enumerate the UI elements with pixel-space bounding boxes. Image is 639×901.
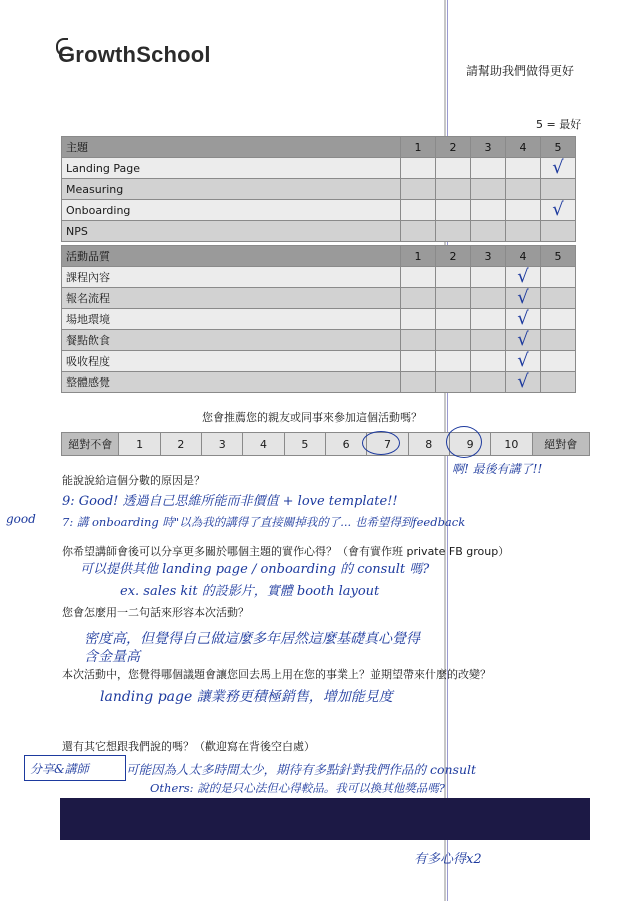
row-label: NPS	[62, 221, 401, 242]
rating-cell[interactable]	[401, 372, 436, 393]
table-header-label: 活動品質	[62, 246, 401, 267]
column-header: 4	[506, 137, 541, 158]
rating-cell[interactable]	[541, 372, 576, 393]
handwritten-other-tag: 分享&講師	[30, 762, 89, 776]
question-reason: 能說說給這個分數的原因是？	[62, 474, 205, 487]
rating-cell[interactable]	[436, 221, 471, 242]
table-row	[62, 309, 576, 330]
handwritten-share-2: ex. sales kit 的設影片，實體 booth layout	[120, 584, 380, 599]
rating-cell[interactable]	[471, 267, 506, 288]
check-mark[interactable]: √	[506, 267, 541, 288]
rating-cell[interactable]	[436, 288, 471, 309]
handwritten-margin-note: good	[6, 512, 36, 526]
rating-cell[interactable]	[436, 372, 471, 393]
rating-cell[interactable]	[401, 267, 436, 288]
rating-cell[interactable]	[436, 309, 471, 330]
topics-rating-table	[61, 136, 576, 242]
rating-cell[interactable]	[541, 351, 576, 372]
scale-option[interactable]: 7	[367, 433, 408, 455]
column-header: 4	[506, 246, 541, 267]
question-other: 還有其它想跟我們說的嗎？（歡迎寫在背後空白處）	[62, 740, 315, 753]
table-row	[62, 267, 576, 288]
handwritten-bottom-note: 有多心得x2	[414, 852, 482, 867]
rating-cell[interactable]	[471, 330, 506, 351]
question-apply: 本次活動中，您覺得哪個議題會讓您回去馬上用在您的事業上？並期望帶來什麼的改變？	[62, 668, 491, 681]
rating-cell[interactable]	[541, 288, 576, 309]
column-header: 5	[541, 137, 576, 158]
table-row	[62, 200, 576, 221]
rating-cell[interactable]	[401, 288, 436, 309]
scale-option[interactable]: 5	[285, 433, 326, 455]
scale-low-label: 絕對不會	[62, 433, 119, 455]
handwritten-share-1: 可以提供其他 landing page / onboarding 的 consult 嗎?	[80, 562, 430, 577]
scale-option[interactable]: 1	[119, 433, 160, 455]
scale-high-label: 絕對會	[533, 433, 589, 455]
rating-cell[interactable]	[506, 179, 541, 200]
rating-cell[interactable]	[471, 200, 506, 221]
score-7-circle	[362, 431, 400, 455]
row-label: 吸收程度	[62, 351, 401, 372]
handwritten-reason-1: 9: Good! 透過自己思維所能而非價值 + love template!!	[62, 494, 398, 509]
rating-cell[interactable]	[471, 158, 506, 179]
column-header: 5	[541, 246, 576, 267]
check-mark[interactable]: √	[506, 351, 541, 372]
rating-cell[interactable]	[436, 267, 471, 288]
rating-cell[interactable]	[471, 309, 506, 330]
table-row	[62, 330, 576, 351]
table-row	[62, 288, 576, 309]
table-row	[62, 372, 576, 393]
rating-cell[interactable]	[541, 267, 576, 288]
row-label: 報名流程	[62, 288, 401, 309]
table-header-row	[62, 246, 576, 267]
handwritten-describe-2: 含金量高	[84, 649, 140, 665]
handwritten-other-1: 可能因為人太多時間太少，期待有多點針對我們作品的 consult	[126, 762, 477, 777]
scale-option[interactable]: 2	[161, 433, 202, 455]
rating-cell[interactable]	[541, 309, 576, 330]
rating-cell[interactable]	[436, 158, 471, 179]
row-label: 課程內容	[62, 267, 401, 288]
rating-cell[interactable]	[471, 351, 506, 372]
column-header: 1	[401, 137, 436, 158]
column-header: 2	[436, 137, 471, 158]
form-subtitle: 請幫助我們做得更好	[466, 64, 575, 78]
row-label: Measuring	[62, 179, 401, 200]
check-mark[interactable]: √	[541, 158, 576, 179]
table-header-label: 主題	[62, 137, 401, 158]
rating-cell[interactable]	[471, 179, 506, 200]
rating-cell[interactable]	[401, 309, 436, 330]
question-share: 你希望講師會後可以分享更多關於哪個主題的實作心得？（會有實作班 private FB group）	[62, 545, 510, 558]
rating-cell[interactable]	[541, 330, 576, 351]
footer-bar	[60, 798, 590, 840]
row-label: 餐點飲食	[62, 330, 401, 351]
check-mark[interactable]: √	[506, 330, 541, 351]
score-note: 啊! 最後有講了!!	[452, 462, 543, 476]
check-mark[interactable]: √	[506, 309, 541, 330]
handwritten-reason-2: 7: 講 onboarding 時"以為我的講得了直接關掉我的了... 也希望得到feedback	[62, 515, 466, 529]
question-describe: 您會怎麼用一二句話來形容本次活動？	[62, 606, 249, 619]
row-label: 場地環境	[62, 309, 401, 330]
check-mark[interactable]: √	[506, 372, 541, 393]
table-row	[62, 179, 576, 200]
row-label: Onboarding	[62, 200, 401, 221]
rating-cell[interactable]	[436, 330, 471, 351]
check-mark[interactable]	[541, 179, 576, 200]
column-header: 3	[471, 246, 506, 267]
rating-cell[interactable]	[436, 179, 471, 200]
check-mark[interactable]: √	[541, 200, 576, 221]
rating-cell[interactable]	[471, 221, 506, 242]
table-header-row	[62, 137, 576, 158]
handwritten-apply: landing page 讓業務更積極銷售，增加能見度	[100, 689, 393, 705]
rating-cell[interactable]	[401, 158, 436, 179]
rating-cell[interactable]	[436, 200, 471, 221]
column-header: 1	[401, 246, 436, 267]
rating-cell[interactable]	[506, 200, 541, 221]
column-header: 2	[436, 246, 471, 267]
rating-cell[interactable]	[471, 288, 506, 309]
rating-cell[interactable]	[506, 158, 541, 179]
rating-cell[interactable]	[401, 200, 436, 221]
rating-cell[interactable]	[401, 221, 436, 242]
score-9-circle	[446, 426, 482, 458]
table-row	[62, 221, 576, 242]
rating-cell[interactable]	[401, 179, 436, 200]
check-mark[interactable]	[541, 221, 576, 242]
rating-cell[interactable]	[506, 221, 541, 242]
rating-cell[interactable]	[471, 372, 506, 393]
recommend-scale	[61, 432, 590, 456]
recommend-question: 您會推薦您的親友或同事來參加這個活動嗎？	[202, 411, 422, 424]
handwritten-describe-1: 密度高，但覺得自己做這麼多年居然這麼基礎真心覺得	[84, 631, 420, 647]
handwritten-other-2: Others: 說的是只心法但心得較品。我可以換其他獎品嗎?	[150, 781, 445, 795]
check-mark[interactable]: √	[506, 288, 541, 309]
rating-cell[interactable]	[436, 351, 471, 372]
rating-legend: 5 = 最好	[536, 118, 582, 131]
scale-option[interactable]: 9	[450, 433, 491, 455]
brand-logo: GrowthSchool	[58, 42, 211, 67]
scale-option[interactable]: 10	[491, 433, 532, 455]
table-row	[62, 351, 576, 372]
rating-cell[interactable]	[401, 351, 436, 372]
row-label: Landing Page	[62, 158, 401, 179]
table-row	[62, 158, 576, 179]
column-header: 3	[471, 137, 506, 158]
rating-cell[interactable]	[401, 330, 436, 351]
row-label: 整體感覺	[62, 372, 401, 393]
scale-option[interactable]: 8	[409, 433, 450, 455]
scale-option[interactable]: 3	[202, 433, 243, 455]
scale-option[interactable]: 6	[326, 433, 367, 455]
quality-rating-table	[61, 245, 576, 393]
scale-option[interactable]: 4	[243, 433, 284, 455]
